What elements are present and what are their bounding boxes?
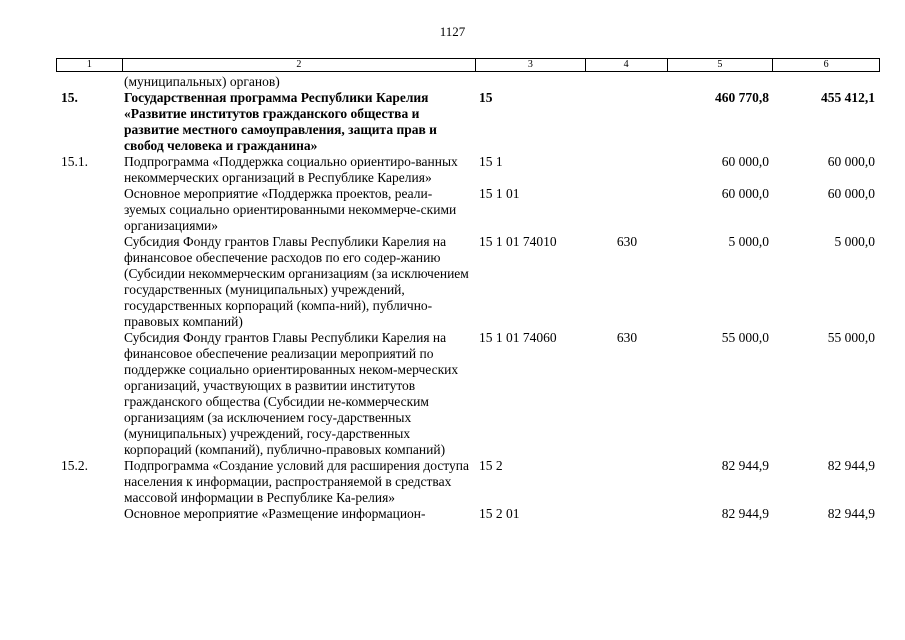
row-amount-col5 xyxy=(668,74,774,90)
row-code: 15 2 xyxy=(479,458,503,473)
row-code: 15 1 01 xyxy=(479,186,520,201)
row-amount-col6: 82 944,9 xyxy=(827,506,875,521)
row-expense-type: 630 xyxy=(616,234,638,249)
row-amount-col6: 5 000,0 xyxy=(834,234,875,249)
row-name: Субсидия Фонду грантов Главы Республики Карелия на финансовое обеспечение реализации мероприятий по поддержке социально ориентированных неком-мерческих организаций, участвующих в развитии институтов гражданского общества (Субсидии не-коммерческим организациям (за исключением госу-дарственных (муниципальных) учреждений, госу-дарственных корпораций (компаний), публично-правовых компаний) xyxy=(124,330,459,457)
row-name: Подпрограмма «Поддержка социально ориентиро-ванных некоммерческих организаций в Республике Карелия» xyxy=(124,154,458,185)
row-code: 15 1 xyxy=(479,154,503,169)
row-expense-type xyxy=(586,458,668,506)
table-row xyxy=(56,234,880,330)
row-amount-col5: 82 944,9 xyxy=(721,458,769,473)
row-amount-col5: 5 000,0 xyxy=(728,234,769,249)
row-name: (муниципальных) органов) xyxy=(124,74,280,89)
table-row xyxy=(56,74,880,90)
row-name: Основное мероприятие «Размещение информацион- xyxy=(124,506,426,521)
column-header-4: 4 xyxy=(586,59,668,71)
table-row xyxy=(56,330,880,458)
row-amount-col5: 55 000,0 xyxy=(721,330,769,345)
table-header xyxy=(56,58,880,72)
row-number: 15.1. xyxy=(61,154,88,169)
column-header-1: 1 xyxy=(57,59,123,71)
row-number: 15.2. xyxy=(61,458,88,473)
row-code: 15 1 01 74060 xyxy=(479,330,557,345)
row-amount-col5: 460 770,8 xyxy=(715,90,769,105)
row-amount-col6 xyxy=(774,74,880,90)
row-expense-type xyxy=(586,154,668,186)
row-amount-col6: 55 000,0 xyxy=(827,330,875,345)
row-amount-col6: 60 000,0 xyxy=(827,154,875,169)
row-amount-col6: 60 000,0 xyxy=(827,186,875,201)
row-number xyxy=(56,186,122,234)
row-code: 15 2 01 xyxy=(479,506,520,521)
table-body xyxy=(56,74,880,522)
row-name: Подпрограмма «Создание условий для расширения доступа населения к информации, распространяемой в средствах массовой информации в Республике Ка-релия» xyxy=(124,458,469,505)
row-name: Субсидия Фонду грантов Главы Республики Карелия на финансовое обеспечение расходов по его содер-жанию (Субсидии некоммерческим организациям (за исключением государственных (муниципальных) учреждений, государственных корпораций (компа-ний), публично-правовых компаний) xyxy=(124,234,469,329)
row-amount-col5: 60 000,0 xyxy=(721,154,769,169)
row-number xyxy=(56,330,122,458)
column-header-5: 5 xyxy=(668,59,774,71)
row-name: Основное мероприятие «Поддержка проектов, реали-зуемых социально ориентированными некоммерче-скими организациями» xyxy=(124,186,457,233)
column-header-6: 6 xyxy=(823,59,829,70)
row-amount-col5: 60 000,0 xyxy=(721,186,769,201)
row-amount-col5: 82 944,9 xyxy=(721,506,769,521)
row-number xyxy=(56,234,122,330)
row-name: Государственная программа Республики Карелия «Развитие институтов гражданского общества и развитие местного самоуправления, защита прав и свобод человека и гражданина» xyxy=(124,90,437,153)
table-row xyxy=(56,154,880,186)
row-expense-type xyxy=(586,74,668,90)
row-expense-type xyxy=(586,506,668,522)
row-expense-type: 630 xyxy=(616,330,638,345)
row-number xyxy=(56,506,122,522)
row-expense-type xyxy=(586,90,668,154)
table-row xyxy=(56,90,880,154)
page-number: 1127 xyxy=(439,24,466,39)
table-row xyxy=(56,506,880,522)
column-header-3: 3 xyxy=(476,59,586,71)
table-row xyxy=(56,186,880,234)
row-code: 15 xyxy=(479,90,493,105)
row-code xyxy=(476,74,586,90)
column-header-2: 2 xyxy=(123,59,476,71)
row-code: 15 1 01 74010 xyxy=(479,234,557,249)
table-row xyxy=(56,458,880,506)
row-number: 15. xyxy=(61,90,78,105)
row-amount-col6: 82 944,9 xyxy=(827,458,875,473)
row-expense-type xyxy=(586,186,668,234)
row-number xyxy=(56,74,122,90)
row-amount-col6: 455 412,1 xyxy=(821,90,875,105)
